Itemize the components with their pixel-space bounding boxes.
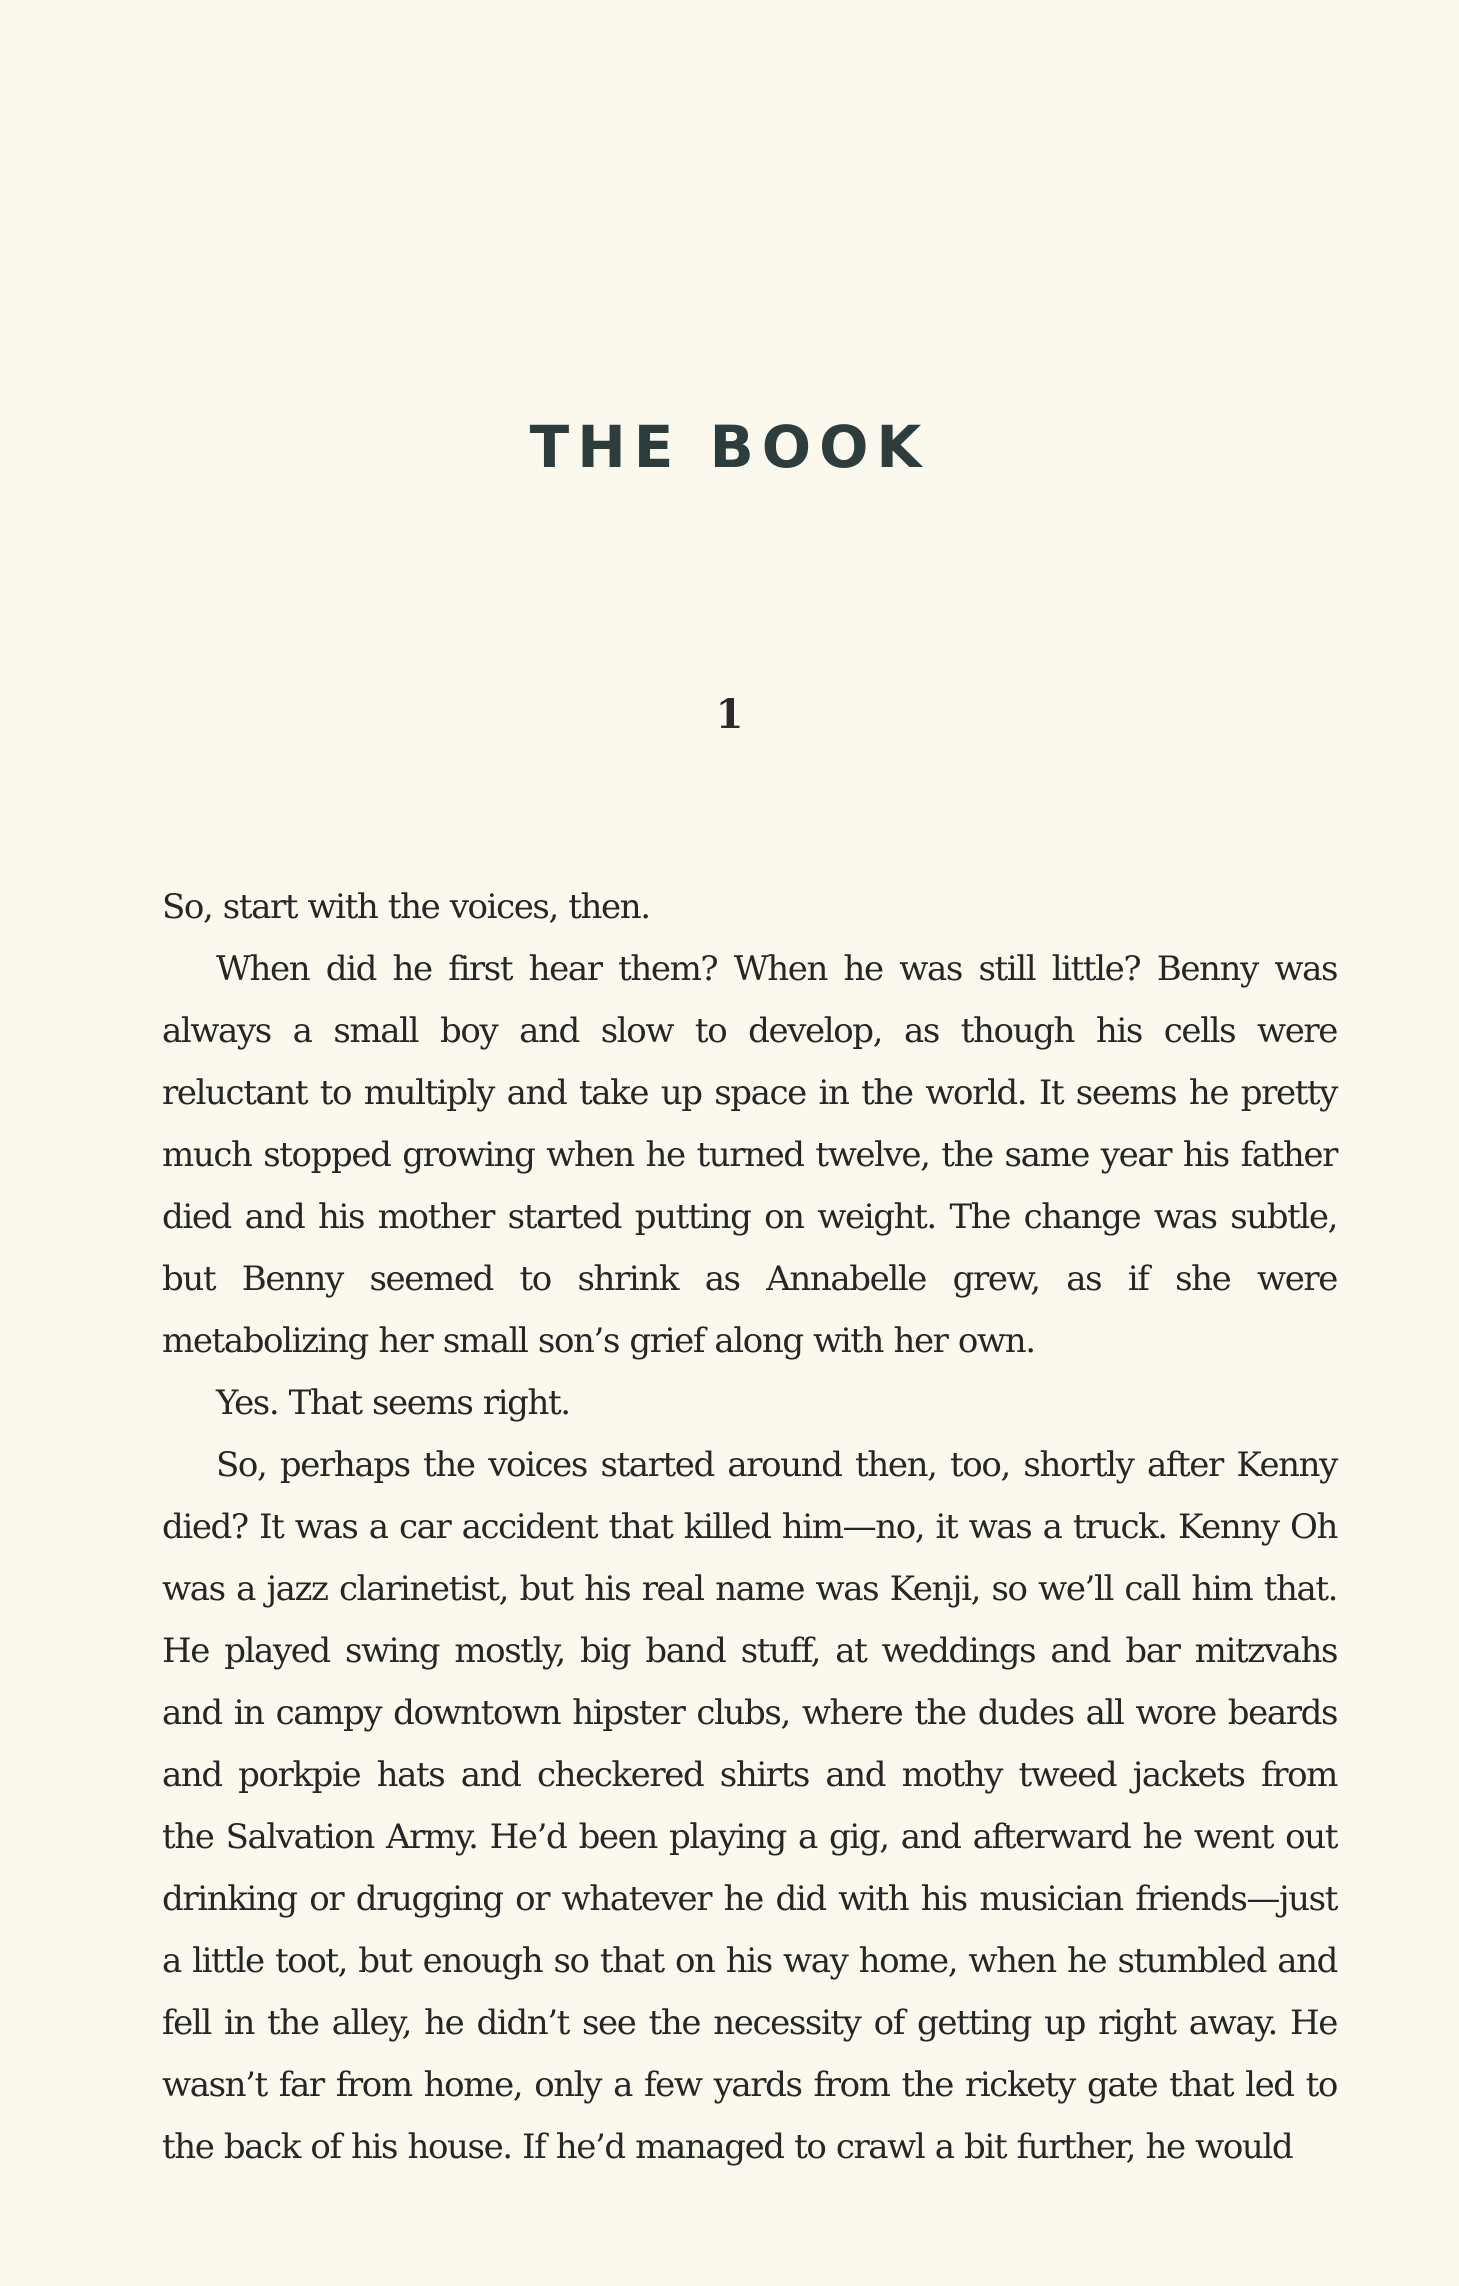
chapter-number: 1 [715,691,744,738]
paragraph: So, start with the voices, then. [162,887,650,927]
paragraph: So, perhaps the voices started around then, too, shortly after Kenny died? It was a car accident that killed him—no, it was a truck. Kenny Oh was a jazz clarinetist, but his real name was Kenji, so we’ll call him that. He played swing mostly, big band stuff, at weddings and bar mitzvahs and in campy downtown hipster clubs, where the dudes all wore beards and porkpie hats and checkered shirts and mothy tweed jackets from the Salvation Army. He’d been playing a gig, and afterward he went out drinking or drugging or whatever he did with his musician friends—just a little toot, but enough so that on his way home, when he stumbled and fell in the alley, he didn’t see the necessity of getting up right away. He wasn’t far from home, only a few yards from the rickety gate that led to the back of his house. If he’d managed to crawl a bit further, he would [162,1445,1337,2167]
part-title: THE BOOK [529,413,930,481]
chapter-body [162,876,1337,2178]
paragraph: Yes. That seems right. [216,1383,570,1423]
paragraph: When did he first hear them? When he was still little? Benny was always a small boy and slow to develop, as though his cells were reluctant to multiply and take up space in the world. It seems he pretty much stopped growing when he turned twelve, the same year his father died and his mother started putting on weight. The change was subtle, but Benny seemed to shrink as Annabelle grew, as if she were metabolizing her small son’s grief along with her own. [162,949,1337,1361]
